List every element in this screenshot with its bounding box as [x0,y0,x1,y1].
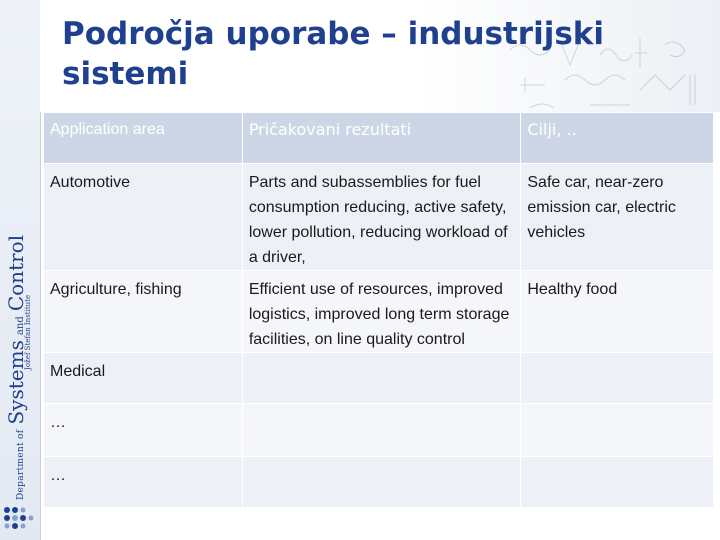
cell-goals [521,404,714,457]
sidebar [0,0,41,540]
title-line-1: Področja uporabe – industrijski [62,16,605,52]
dots-logo-icon [2,505,38,535]
applications-table [43,112,714,508]
table-row [44,164,714,271]
cell-area: … [44,404,243,457]
cell-goals [521,457,714,508]
cell-area: Medical [44,353,243,404]
cell-results: Efficient use of resources, improved logistics, improved long term storage facilities, on line quality control [242,271,521,353]
dept-and: and [15,316,26,336]
dept-prefix: Department of [16,429,26,500]
cell-area: Automotive [44,164,243,271]
header-expected-results: Pričakovani rezultati [242,113,521,164]
cell-results [242,404,521,457]
cell-results: Parts and subassemblies for fuel consumption reducing, active safety, lower pollution, reducing workload of a driver, [242,164,521,271]
cell-goals [521,353,714,404]
cell-area: … [44,457,243,508]
title-line-2: sistemi [62,56,189,92]
institute-name: Jožef Stefan Institute [24,294,32,370]
header-goals: Cilji, .. [521,113,714,164]
department-logo-text [4,160,36,500]
table-row [44,404,714,457]
cell-goals: Safe car, near-zero emission car, electric vehicles [521,164,714,271]
cell-area: Agriculture, fishing [44,271,243,353]
table-header-row [44,113,714,164]
table-row [44,353,714,404]
page-title [62,14,662,94]
dept-word-control: Control [4,234,28,312]
cell-results [242,457,521,508]
cell-goals: Healthy food [521,271,714,353]
dept-word-systems: Systems [4,340,28,425]
cell-results [242,353,521,404]
table-row [44,457,714,508]
header-application-area: Application area [44,113,243,164]
table-row [44,271,714,353]
